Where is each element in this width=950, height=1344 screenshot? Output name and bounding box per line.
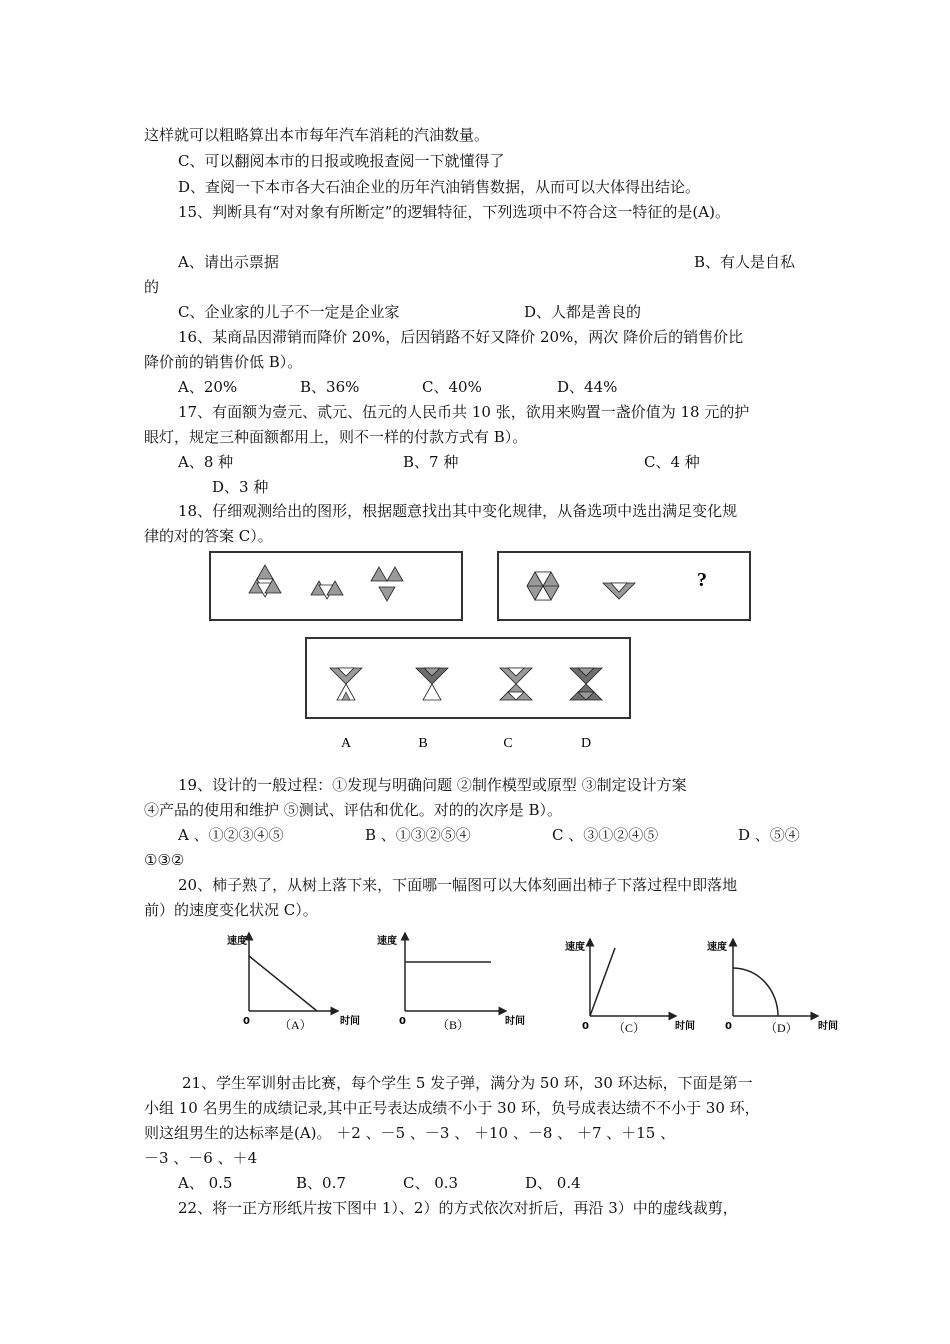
graph-b-xlabel: 时间 [505,1016,525,1027]
q16-option-a: A、20% [178,378,238,396]
text-line: 眼灯，规定三种面额都用上，则不一样的付款方式有 B）。 [144,428,528,446]
q17-option-a: A、8 种 [178,453,234,471]
graph-a-ylabel: 速度 [227,936,247,947]
graph-d-xlabel: 时间 [818,1021,838,1032]
question-20: 20、柿子熟了，从树上落下来，下面哪一幅图可以大体刻画出柿子下落过程中即落地 [178,876,738,894]
question-16: 16、某商品因滞销而降价 20%，后因销路不好又降价 20%，两次 降价后的销售价比 [178,328,744,346]
shape-1-2 [311,581,343,599]
graph-d [707,940,838,1035]
option-a-shape [330,668,362,700]
option-label-c: C [503,736,513,751]
option-label-b: B [418,736,428,751]
text-line: 律的对的答案 C）。 [144,527,273,545]
q21-option-d: D、 0.4 [525,1174,581,1192]
graph-c-caption: （C） [613,1021,646,1035]
question-21: 21、学生军训射击比赛，每个学生 5 发子弹，满分为 50 环，30 环达标，下面是第一 [182,1074,753,1092]
option-label-a: A [340,736,352,751]
graph-a-xlabel: 时间 [340,1016,360,1027]
question-17: 17、有面额为壹元、贰元、伍元的人民币共 10 张，欲用来购置一盏价值为 18 元的护 [178,403,750,421]
text-line: 则这组男生的达标率是(A)。 ＋2 、－5 、－3 、 ＋10 、－8 、 ＋7 、＋15 、 [144,1124,676,1142]
text-line: ④产品的使用和维护 ⑤测试、评估和优化。对的的次序是 B）。 [144,801,563,819]
option-c-shape [500,668,532,700]
graph-a [227,934,360,1032]
q19-option-a: A 、①②③④⑤ [178,826,284,844]
graph-c-origin: 0 [582,1021,589,1032]
q16-option-d: D、44% [557,378,618,396]
velocity-line-a [249,956,317,1011]
figure-18 [205,548,760,758]
text-line: 小组 10 名男生的成绩记录,其中正号表达成绩不小于 30 环，负号成表达绩不不小于 30 环， [144,1099,760,1117]
velocity-curve-d [733,968,778,1016]
graph-b [377,934,525,1032]
graph-d-caption: （D） [765,1021,798,1035]
question-19: 19、设计的一般过程：①发现与明确问题 ②制作模型或原型 ③制定设计方案 [178,776,687,794]
option-c-text: C、可以翻阅本市的日报或晚报查阅一下就懂得了 [178,152,505,170]
option-label-d: D [580,736,592,751]
question-mark: ? [697,569,707,591]
shape-1-3 [371,567,403,601]
text-line: －3 、－6 、＋4 [144,1149,258,1167]
q16-option-b: B、36% [300,378,360,396]
graph-b-origin: 0 [399,1016,406,1027]
q19-option-b: B 、①③②⑤④ [365,826,471,844]
graph-c [565,940,695,1035]
graph-a-origin: 0 [243,1016,250,1027]
graph-b-caption: （B） [437,1018,470,1032]
q15-option-c: C、企业家的儿子不一定是企业家 [178,303,400,321]
text-line: 的 [144,278,160,296]
question-15: 15、判断具有“对对象有所断定”的逻辑特征，下列选项中不符合这一特征的是(A)。 [178,203,730,221]
graph-d-ylabel: 速度 [707,942,727,953]
q15-option-a: A、请出示票据 [178,253,279,271]
graph-a-caption: （A） [279,1018,312,1032]
q17-option-b: B、7 种 [403,453,459,471]
text-line: 这样就可以粗略算出本市每年汽车消耗的汽油数量。 [144,126,490,144]
q15-option-d: D、人都是善良的 [524,303,642,321]
q19-option-d: D 、⑤④ [738,826,800,844]
q15-option-b: B、有人是自私 [694,253,796,271]
graph-b-ylabel: 速度 [377,936,397,947]
question-18: 18、仔细观测给出的图形，根据题意找出其中变化规律，从备选项中选出满足变化规 [178,502,738,520]
question-22: 22、将一正方形纸片按下图中 1）、2）的方式依次对折后，再沿 3）中的虚线裁剪， [178,1199,738,1217]
q16-option-c: C、40% [422,378,482,396]
velocity-line-c [590,948,615,1016]
text-line: 前）的速度变化状况 C）。 [144,901,318,919]
q17-option-d: D、3 种 [212,478,269,496]
q21-option-b: B、0.7 [296,1174,346,1192]
shape-2-2 [603,583,635,599]
shape-1-1 [249,565,281,597]
graph-c-ylabel: 速度 [565,942,585,953]
graph-d-origin: 0 [725,1021,732,1032]
q19-option-c: C 、③①②④⑤ [552,826,659,844]
q21-option-c: C、 0.3 [403,1174,459,1192]
option-d-text: D、查阅一下本市各大石油企业的历年汽油销售数据，从而可以大体得出结论。 [178,178,701,196]
option-b-shape [416,668,448,700]
shape-2-1 [527,572,559,600]
q17-option-c: C、4 种 [644,453,700,471]
figure-20 [215,928,845,1036]
option-d-shape [570,668,602,700]
text-line: 降价前的销售价低 B）。 [144,353,303,371]
text-line: ①③② [144,851,185,869]
q21-option-a: A、 0.5 [178,1174,233,1192]
graph-c-xlabel: 时间 [675,1021,695,1032]
